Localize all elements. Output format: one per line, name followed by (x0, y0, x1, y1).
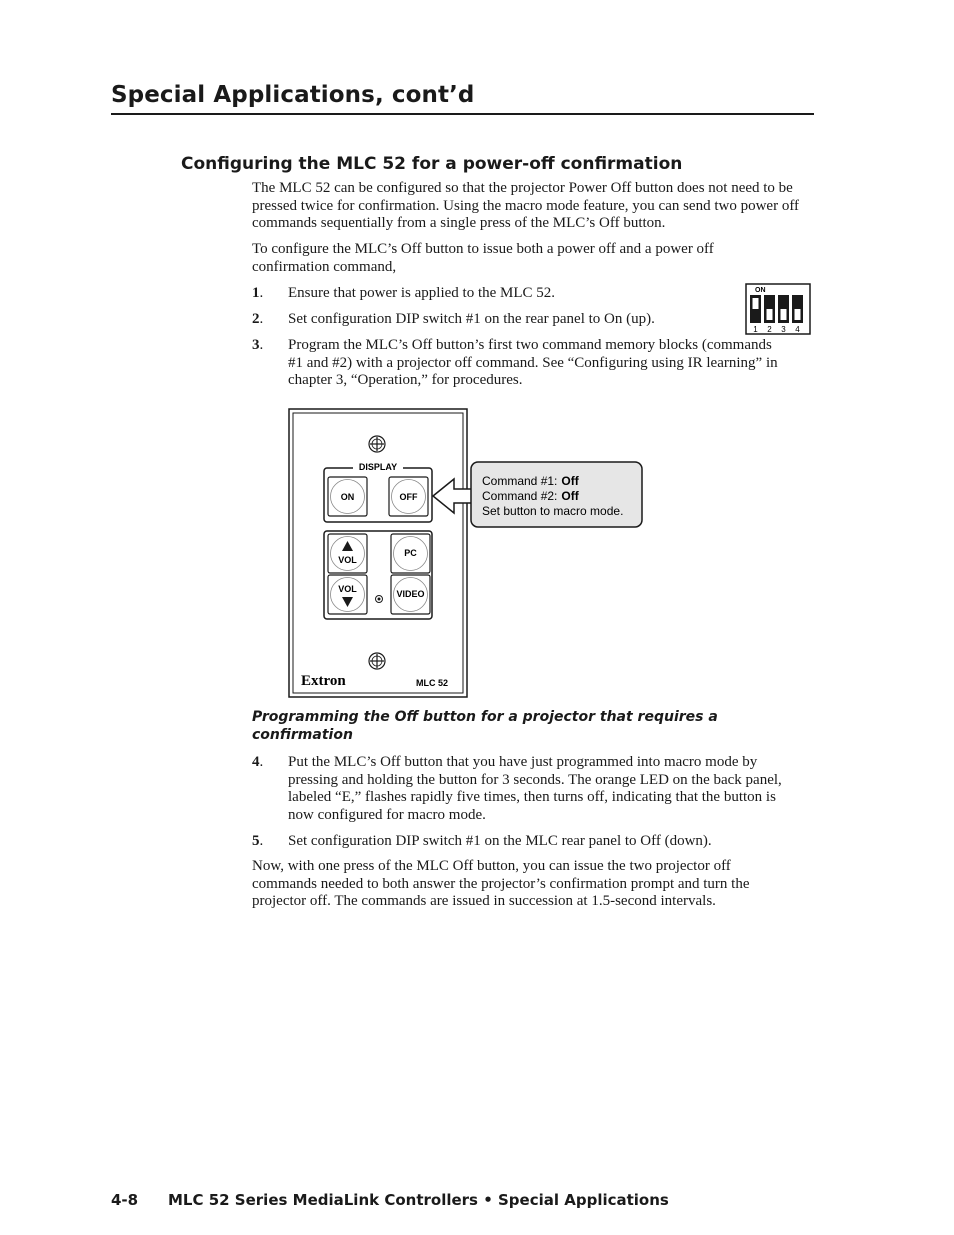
figure-caption: Programming the Off button for a projector that requires a confirmation (252, 709, 718, 743)
closing-paragraph: Now, with one press of the MLC Off button, you can issue the two projector off commands needed to both answer the projector’s confirmation prompt and turn the projector off. The commands are issued in succession at 1.5-second intervals. (252, 858, 750, 910)
display-group-label: DISPLAY (358, 462, 398, 472)
mlc52-faceplate-figure (285, 405, 650, 700)
section-heading: Configuring the MLC 52 for a power-off confirmation (181, 154, 683, 174)
top-screw-icon (369, 436, 385, 452)
extron-logo: Extron (301, 673, 346, 689)
footer-title: MLC 52 Series MediaLink Controllers • Special Applications (168, 1191, 669, 1209)
step-5-text: Set configuration DIP switch #1 on the MLC rear panel to Off (down). (288, 833, 712, 849)
dip-switch-2 (764, 295, 775, 323)
dip-switch-4 (792, 295, 803, 323)
page-title: Special Applications, cont’d (111, 82, 475, 108)
bottom-screw-icon (369, 653, 385, 669)
dip-switch-diagram (745, 283, 812, 336)
model-label: MLC 52 (415, 678, 449, 688)
step-1-number: 1. (252, 285, 264, 301)
dip-number-2: 2 (767, 325, 772, 334)
intro-paragraph: The MLC 52 can be configured so that the projector Power Off button does not need to be pressed twice for confirmation. Using the macro mode feature, you can send two power off commands sequentially from a single press of the MLC’s Off button. (252, 180, 800, 232)
off-button (389, 477, 428, 516)
step-4-text: Put the MLC’s Off button that you have just programmed into macro mode by pressing and holding the button for 3 seconds. The orange LED on the back panel, labeled “E,” flashes rapidly five times, then turns off, indicating that the button is now configured for macro mode. (288, 754, 782, 823)
dip-number-1: 1 (753, 325, 758, 334)
svg-text:VOL: VOL (338, 584, 357, 594)
title-divider (111, 113, 814, 115)
step-1-text: Ensure that power is applied to the MLC 52. (288, 285, 556, 301)
step-2-text: Set configuration DIP switch #1 on the rear panel to On (up). (288, 311, 655, 327)
volume-up-button (328, 534, 367, 573)
footer-page-number: 4-8 (111, 1191, 139, 1209)
step-3-number: 3. (252, 337, 264, 353)
svg-text:VOL: VOL (338, 555, 357, 565)
callout-box (471, 462, 642, 527)
svg-text:PC: PC (404, 548, 417, 558)
step-2-number: 2. (252, 311, 264, 327)
dip-number-3: 3 (781, 325, 786, 334)
svg-text:ON: ON (340, 492, 355, 502)
dip-switch-1 (750, 295, 761, 323)
step-4-number: 4. (252, 754, 264, 770)
callout-line-3: Set button to macro mode. (482, 504, 624, 518)
step-5-number: 5. (252, 833, 264, 849)
svg-text:VIDEO: VIDEO (396, 589, 425, 599)
svg-text:OFF: OFF (399, 492, 418, 502)
callout-line-1: Command #1: Off (482, 474, 579, 488)
on-button (328, 477, 367, 516)
callout-line-2: Command #2: Off (482, 489, 579, 503)
dip-switch-3 (778, 295, 789, 323)
dip-on-label: ON (755, 287, 766, 294)
step-3-text: Program the MLC’s Off button’s first two command memory blocks (commands #1 and #2) with a projector off command. See “Configuring using IR learning” in chapter 3, “Operation,” for procedures. (288, 337, 778, 389)
configure-paragraph: To configure the MLC’s Off button to issue both a power off and a power off confirmation command, (252, 241, 714, 275)
video-button (391, 575, 430, 614)
pc-button (391, 534, 430, 573)
dip-number-4: 4 (795, 325, 800, 334)
volume-down-button (328, 575, 367, 614)
